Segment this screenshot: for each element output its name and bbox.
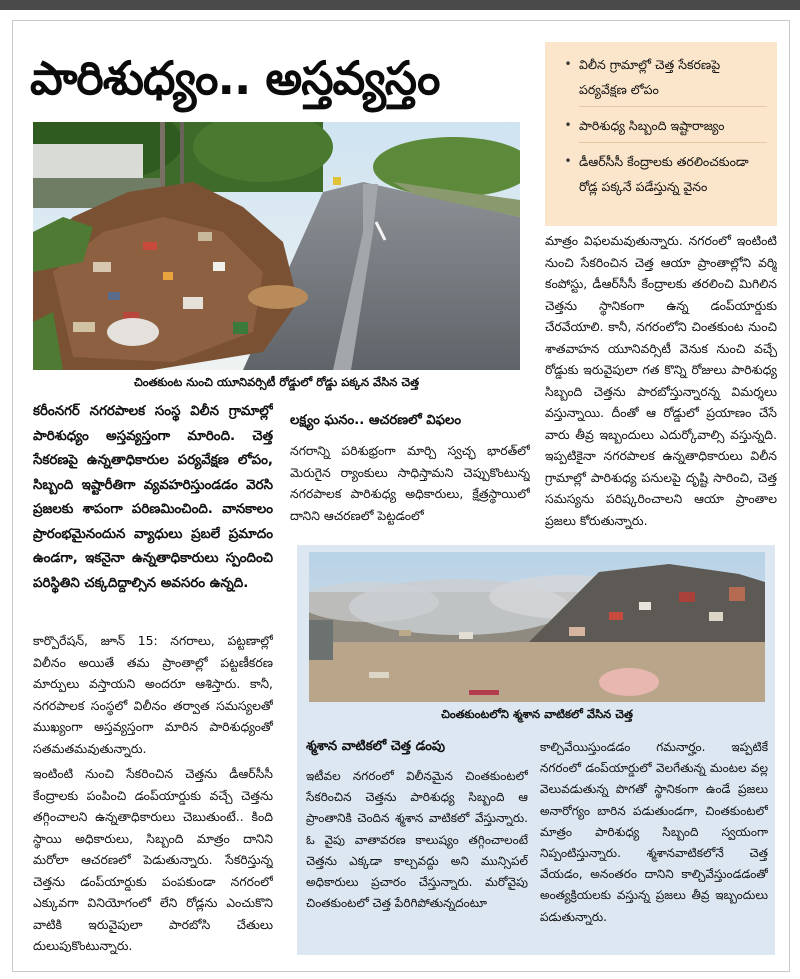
highlight-item [561,113,767,143]
subheading: లక్ష్యం ఘనం.. ఆచరణలో విఫలం [290,413,462,428]
bullet-icon: • [564,57,572,71]
bullet-icon: • [564,154,572,168]
subheading: శ్మశాన వాటికలో చెత్త డంపు [306,739,446,754]
divider [579,106,767,107]
box-column-right: కాల్చివేయిస్తుండడం గమనార్హం. ఇప్పటికే నగరంలో డంప్‌యార్డులో వెలగేతున్న మంటల వల్ల వెలువడుతున్న పొగతో స్థానికంగా ఉండే ప్రజలు అనారోగ్యం బారిన పడుతుండగా, చింతకుంటలో మాత్రం పారిశుధ్య సిబ్బంది స్వయంగా నిప్పంటిస్తున్నారు. శ్మశానవాటికలోనే చెత్త వేయడం, అనంతరం దానిని కాల్చివేస్తుండడంతో అంత్యక్రియలకు వస్తున్న ప్రజలు తీవ్ర ఇబ్బందులు పడుతున్నారు. [540,740,768,924]
body-column-left [33,630,273,960]
highlight-item [561,149,767,199]
highlight-text: విలీన గ్రామాల్లో చెత్త సేకరణపై పర్యవేక్షణ లోపం [579,57,721,97]
roadside-garbage-photo [33,122,520,370]
highlights-box [545,42,777,226]
headline: పారిశుధ్యం.. అస్తవ్యస్తం [30,51,440,105]
photo-caption: చింతకుంట నుంచి యూనివర్సిటీ రోడ్డులో రోడ్డు పక్కన వేసిన చెత్త [133,375,420,389]
body-column-right: మాత్రం విఫలమవుతున్నారు. నగరంలో ఇంటింటి నుంచి సేకరించిన చెత్త ఆయా ప్రాంతాల్లోని వర్మి కంపోస్టు, డీఆర్‌సీసీ కేంద్రాలకు తరలించి మిగిలిన చెత్తను స్థానికంగా ఉన్న డంప్‌యార్డుకు చేరవేయాలి. కానీ, నగరంలోని చింతకుంట నుంచి శాతవాహన యూనివర్సిటీ వెనుక నుంచి వచ్చే రోడ్డుకు ఇరువైపులా గత కొన్ని రోజులు పారిశుధ్య సిబ్బంది చెత్తను పారబోస్తున్నారన్న విమర్శలు వస్తున్నాయి. దీంతో ఆ రోడ్డులో ప్రయాణం చేసే వారు తీవ్ర ఇబ్బందులు ఎదుర్కోవాల్సి వస్తున్నది. ఇప్పటికైనా నగరపాలక ఉన్నతాధికారులు విలీన గ్రామాల్లో పారిశుధ్య పనులపై దృష్టి సారించి, చెత్త సమస్యను పరిష్కరించాలని ఆయా ప్రాంతాల ప్రజలు కోరుతున్నారు. [545,233,777,528]
graveyard-garbage-photo [309,552,765,702]
lead-paragraph: కరీంనగర్ నగరపాలక సంస్థ విలీన గ్రామాల్లో పారిశుధ్యం అస్తవ్యస్తంగా మారింది. చెత్త సేకరణపై ఉన్నతాధికారుల పర్యవేక్షణ లోపం, సిబ్బంది ఇష్టారీతిగా వ్యవహరిస్తుండడం వెరసి ప్రజలకు శాపంగా పరిణమించింది. వానకాలం ప్రారంభమైనందున వ్యాధులు ప్రబలే ప్రమాదం ఉండగా, ఇకనైనా ఉన్నతాధికారులు స్పందించి పరిస్థితిని చక్కదిద్దాల్సిన అవసరం ఉన్నది. [33,404,273,591]
highlight-item [561,52,767,107]
bullet-icon: • [564,118,572,132]
top-bar [0,0,800,10]
box-column-left: ఇటీవల నగరంలో విలీనమైన చింతకుంటలో సేకరించిన చెత్తను పారిశుధ్య సిబ్బంది ఆ ప్రాంతానికి చెందిన శ్మశాన వాటికలో వేస్తున్నారు. ఓ వైపు వాతావరణ కాలుష్యం తగ్గించాలంటే చెత్తను ఎక్కడా కాల్చవద్దు అని మున్సిపల్ అధికారులు ప్రచారం చేస్తున్నారు. మరోవైపు చింతకుంటలో చెత్త పేరిగిపోతున్నదంటూ [306,769,528,911]
highlight-text: డీఆర్‌సీసీ కేంద్రాలకు తరలించకుండా రోడ్ల పక్కనే పడేస్తున్న వైనం [579,154,749,194]
divider [579,142,767,143]
body-paragraph: ఇంటింటి నుంచి సేకరించిన చెత్తను డీఆర్‌సీసీ కేంద్రాలకు పంపించి డంప్‌యార్డుకు వచ్చే చెత్తను తగ్గించాలని ఉన్నతాధికారులు చెబుతుంటే.. కింది స్థాయి అధికారులు, సిబ్బంది మాత్రం దానిని మరోలా ఆచరణలో పెడుతున్నారు. సేకరిస్తున్న చెత్తను డంప్‌యార్డుకు పంపకుండా నగరంలో ఎక్కువగా వినియోగంలో లేని రోడ్లను ఎంచుకొని వాటికి ఇరువైపులా పారబోసి చేతులు దులుపుకొంటున్నారు. [33,766,273,953]
photo-caption: చింతకుంటలోని శ్మశాన వాటికలో వేసిన చెత్త [441,707,633,721]
body-column-middle: నగరాన్ని పరిశుభ్రంగా మార్చి స్వచ్ఛ భారత్‌లో మెరుగైన ర్యాంకులు సాధిస్తామని చెప్పుకొంటున్న నగరపాలక పారిశుధ్య అధికారులు, క్షేత్రస్థాయిలో దానిని ఆచరణలో పెట్టడంలో [290,443,530,523]
body-paragraph: కార్పొరేషన్, జూన్ 15: నగరాలు, పట్టణాల్లో విలీనం అయితే తమ ప్రాంతాల్లో పట్టణీకరణ మార్పులు వస్తాయని అందరూ ఆశిస్తారు. కానీ, నగరపాలక సంస్థలో విలీనం తర్వాత సమస్యలతో ముఖ్యంగా అస్తవ్యస్తంగా మారిన పారిశుధ్యంతో సతమతమవుతున్నారు. [33,633,273,756]
highlight-text: పారిశుధ్య సిబ్బంది ఇష్టారాజ్యం [579,118,725,133]
